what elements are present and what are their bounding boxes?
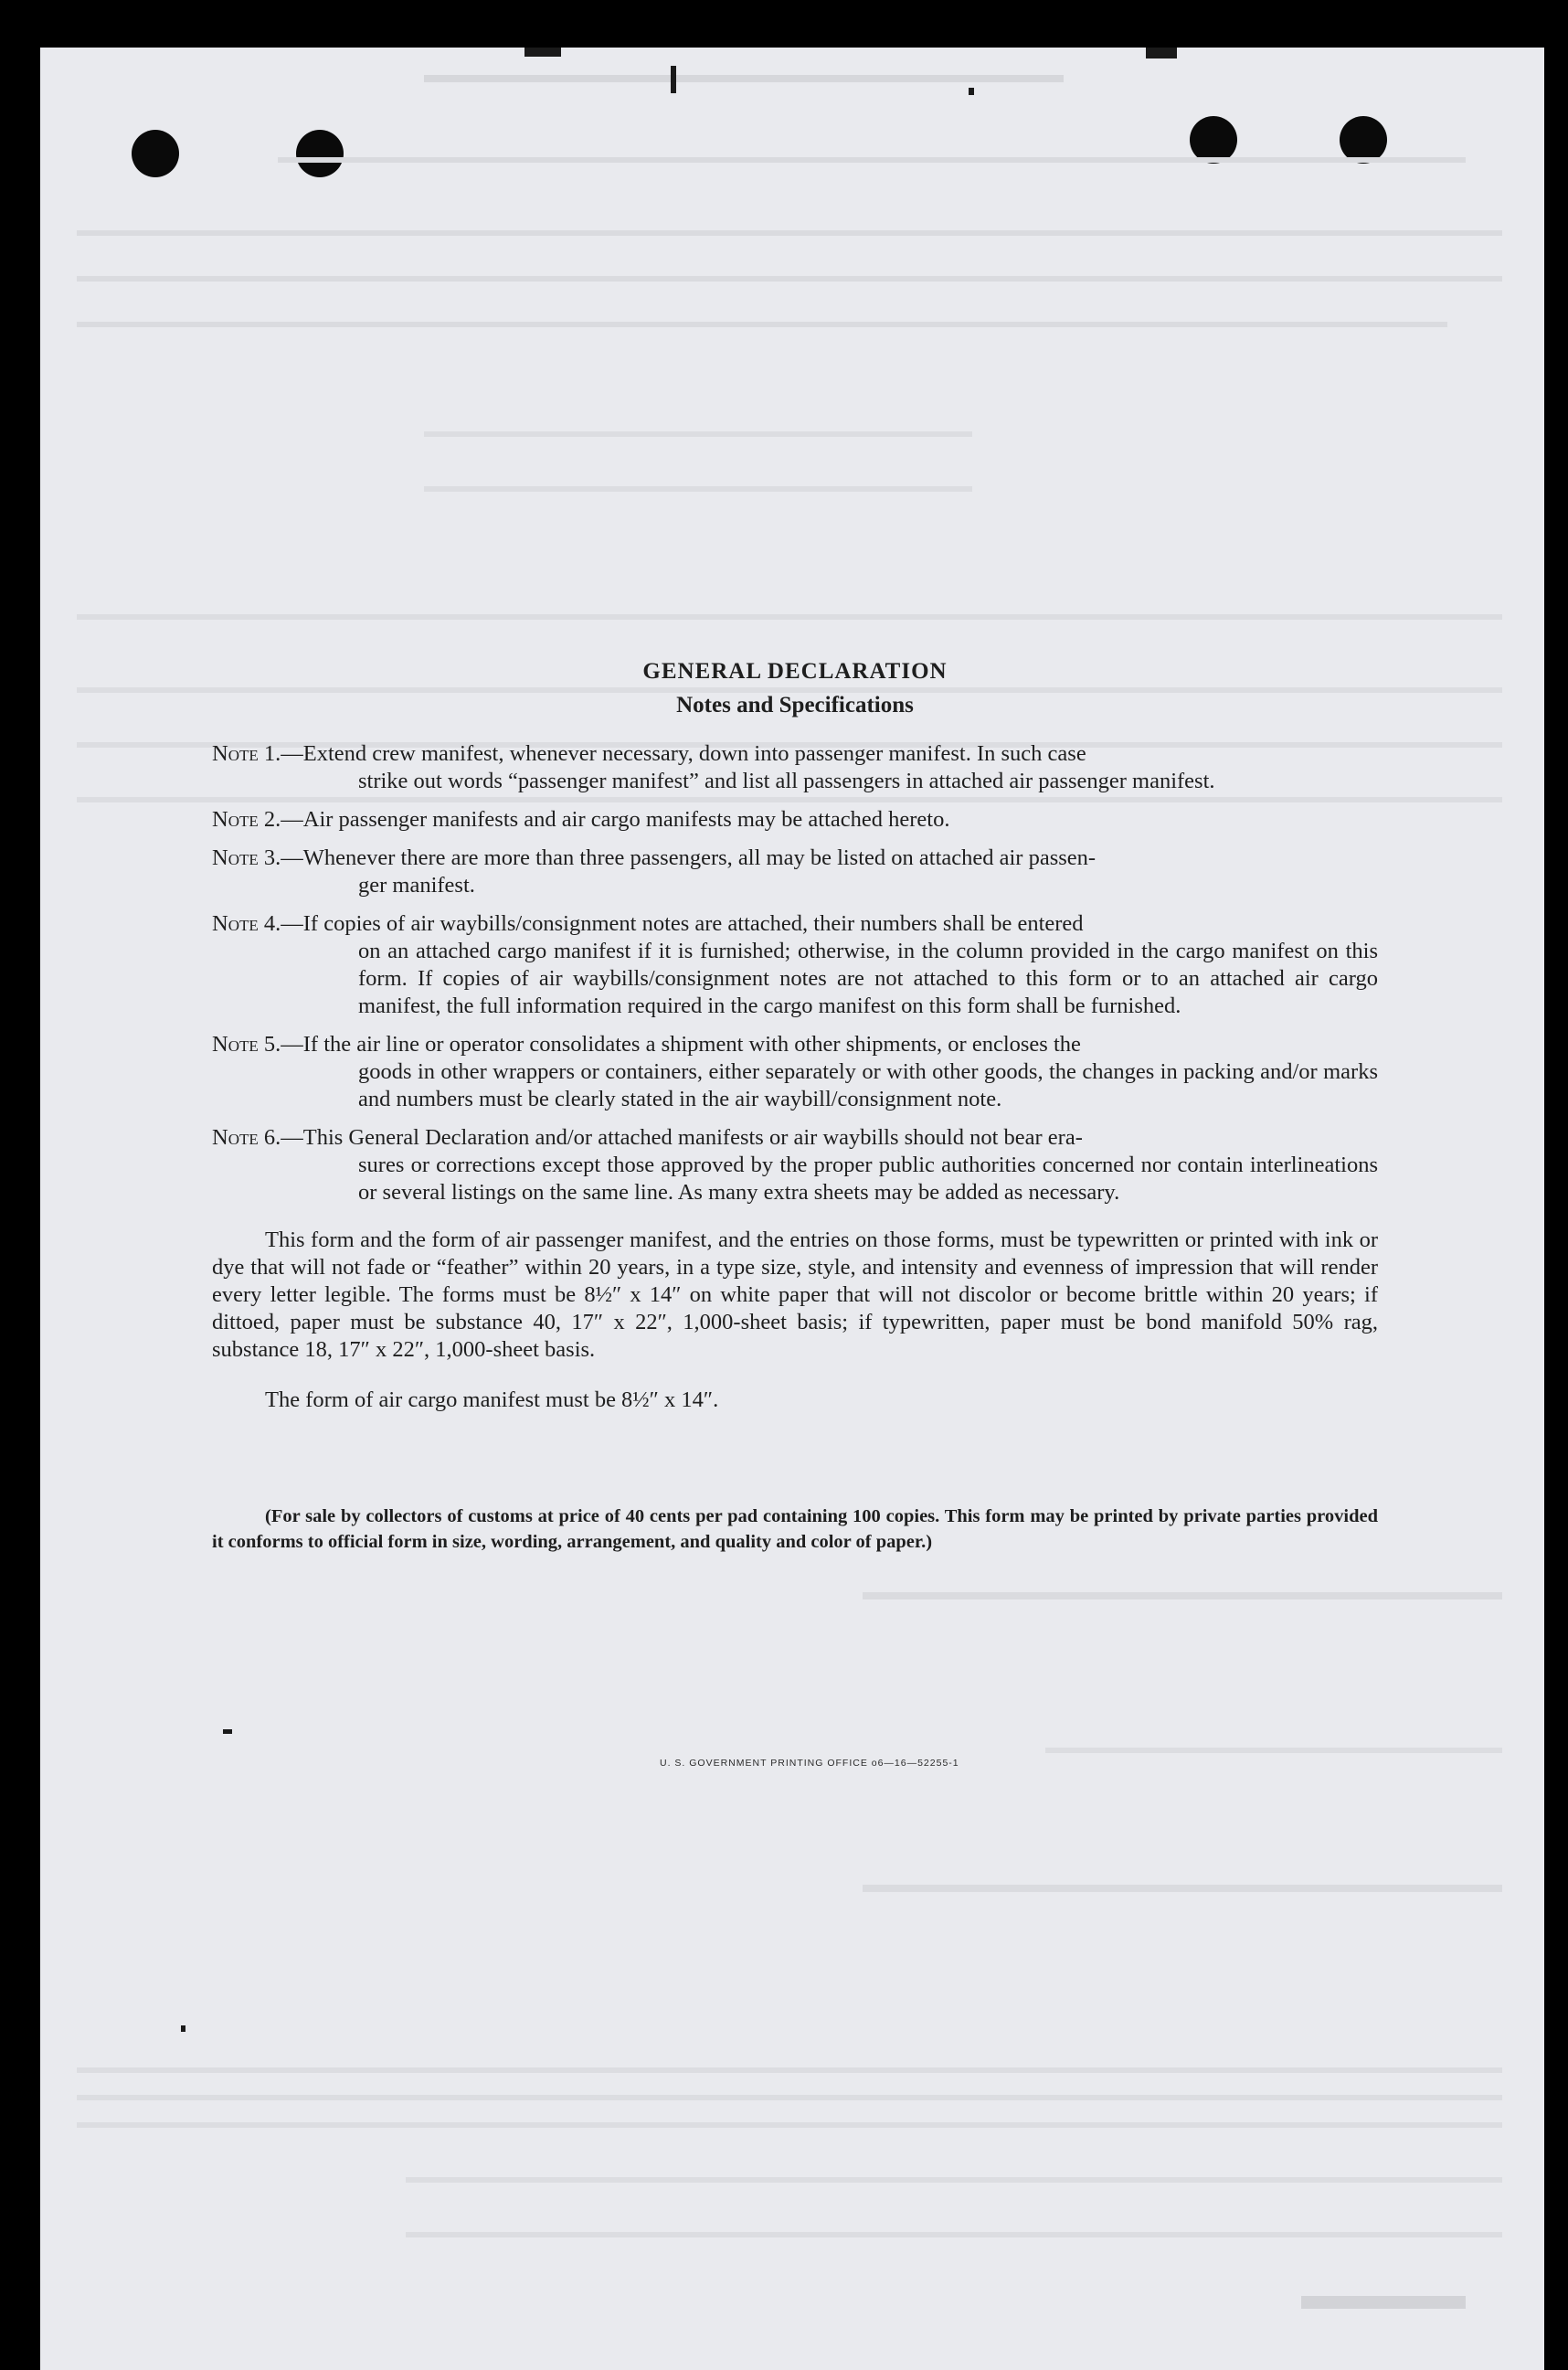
note-text: Air passenger manifests and air cargo manifests may be attached hereto. bbox=[302, 807, 950, 832]
sale-note: (For sale by collectors of customs at price of 40 cents per pad containing 100 copies. This form may be printed by private parties provided it conforms to official form in size, wording, arrangement, and quality and color of paper.) bbox=[212, 1505, 1378, 1552]
note-label: Note 4. bbox=[212, 911, 281, 936]
note-4: Note 4.—If copies of air waybills/consignment notes are attached, their numbers shall be entered on an attached cargo manifest if it is furnished; otherwise, in the column provided in the cargo manifest on this form. If copies of air waybills/consignment notes are not attached to this form or to an attached air cargo manifest, the full information required in the cargo manifest on this form shall be furnished. bbox=[212, 911, 1378, 1018]
speck bbox=[223, 1729, 232, 1734]
note-continuation: on an attached cargo manifest if it is furnished; otherwise, in the column provided in the cargo manifest on this form. If copies of air waybills/consignment notes are not attached to this form or to an attached air cargo manifest, the full information required in the cargo manifest on this form shall be furnished. bbox=[358, 939, 1378, 1018]
note-continuation: strike out words “passenger manifest” and list all passengers in attached air passenger manifest. bbox=[358, 769, 1215, 793]
page-subtitle: Notes and Specifications bbox=[676, 693, 914, 717]
note-2: Note 2.—Air passenger manifests and air cargo manifests may be attached hereto. bbox=[212, 807, 950, 832]
note-continuation: ger manifest. bbox=[358, 873, 475, 898]
punch-hole-left-2 bbox=[296, 130, 344, 177]
speck bbox=[969, 88, 974, 95]
declaration-notes bbox=[212, 656, 1378, 1573]
speck bbox=[524, 48, 561, 57]
note-label: Note 2. bbox=[212, 807, 281, 832]
note-label: Note 3. bbox=[212, 845, 281, 870]
note-1: Note 1.—Extend crew manifest, whenever necessary, down into passenger manifest. In such case strike out words “passenger manifest” and list all passengers in attached air passenger manifest. bbox=[212, 740, 1378, 795]
page-title: GENERAL DECLARATION bbox=[642, 659, 948, 684]
note-label: Note 6. bbox=[212, 1125, 281, 1150]
note-6: Note 6.—This General Declaration and/or attached manifests or air waybills should not bear era- sures or corrections except those approved by the proper public authorities concerned nor contain interlineations or several listings on the same line. As many extra sheets may be added as necessary. bbox=[212, 1125, 1378, 1205]
note-text: Extend crew manifest, whenever necessary, down into passenger manifest. In such case bbox=[302, 741, 1086, 766]
printer-imprint: U. S. GOVERNMENT PRINTING OFFICE o6—16—52255-1 bbox=[660, 1758, 959, 1769]
cargo-manifest-size-line: The form of air cargo manifest must be 8½″ x 14″. bbox=[265, 1387, 719, 1412]
speck bbox=[181, 2025, 185, 2032]
format-requirements-paragraph: This form and the form of air passenger manifest, and the entries on those forms, must be typewritten or printed with ink or dye that will not fade or “feather” within 20 years, in a type size, style, and intensity and evenness of impression that will render every letter legible. The forms must be 8½″ x 14″ on white paper that will not discolor or become brittle within 20 years; if dittoed, paper must be substance 40, 17″ x 22″, 1,000-sheet basis; if typewritten, paper must be bond manifold 50% rag, substance 18, 17″ x 22″, 1,000-sheet basis. bbox=[212, 1228, 1378, 1362]
note-continuation: sures or corrections except those approved by the proper public authorities concerned nor contain interlineations or several listings on the same line. As many extra sheets may be added as necessary. bbox=[358, 1153, 1378, 1205]
note-label: Note 1. bbox=[212, 741, 281, 766]
note-text: If copies of air waybills/consignment notes are attached, their numbers shall be entered bbox=[302, 911, 1084, 936]
note-text: If the air line or operator consolidates a shipment with other shipments, or encloses the bbox=[302, 1032, 1081, 1057]
speck bbox=[671, 66, 676, 93]
note-3: Note 3.—Whenever there are more than three passengers, all may be listed on attached air passen- ger manifest. bbox=[212, 845, 1378, 899]
speck bbox=[1146, 48, 1177, 58]
note-5: Note 5.—If the air line or operator consolidates a shipment with other shipments, or encloses the goods in other wrappers or containers, either separately or with other goods, the changes in packing and/or marks and numbers must be clearly stated in the air waybill/consignment note. bbox=[212, 1032, 1378, 1111]
note-continuation: goods in other wrappers or containers, either separately or with other goods, the changes in packing and/or marks and numbers must be clearly stated in the air waybill/consignment note. bbox=[358, 1059, 1378, 1111]
punch-hole-left-1 bbox=[132, 130, 179, 177]
note-text: Whenever there are more than three passengers, all may be listed on attached air passen- bbox=[302, 845, 1097, 870]
note-label: Note 5. bbox=[212, 1032, 281, 1057]
note-text: This General Declaration and/or attached manifests or air waybills should not bear era- bbox=[302, 1125, 1083, 1150]
note-list bbox=[212, 740, 1378, 1206]
